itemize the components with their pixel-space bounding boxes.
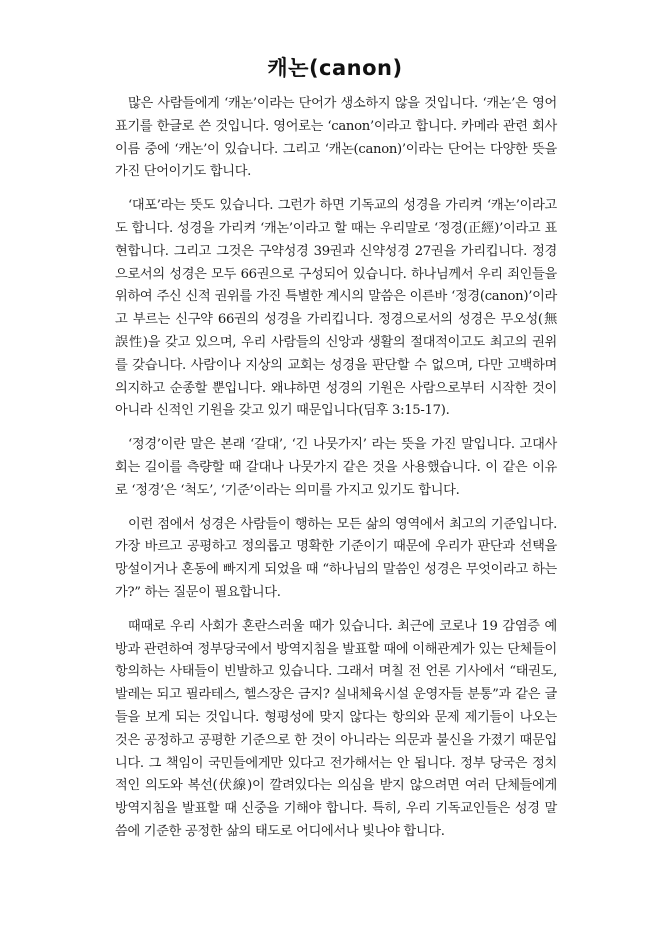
paragraph-5: 때때로 우리 사회가 혼란스러울 때가 있습니다. 최근에 코로나 19 감염증 예방과 관련하여 정부당국에서 방역지침을 발표할 때에 이해관계가 있는 단체들이 항의하는 사태들이 빈발하고 있습니다. 그래서 며칠 전 언론 기사에서 “태권도, 발레는 되고 필라테스, 헬스장은 금지? 실내체육시설 운영자들 분통”과 같은 글들을 보게 되는 것입니다. 형평성에 맞지 않다는 항의와 문제 제기들이 나오는 것은 공정하고 공평한 기준으로 한 것이 아니라는 의문과 불신을 가졌기 때문입니다. 그 책임이 국민들에게만 있다고 전가해서는 안 됩니다. 정부 당국은 정치적인 의도와 복선(伏線)이 깔려있다는 의심을 받지 않으려면 여러 단체들에게 방역지침을 발표할 때 신중을 기해야 합니다. 특히, 우리 기독교인들은 성경 말씀에 기준한 공정한 삶의 태도로 어디에서나 빛나야 합니다. (115, 618, 557, 839)
paragraph-1: 많은 사람들에게 ‘캐논’이라는 단어가 생소하지 않을 것입니다. ‘캐논’은 영어 표기를 한글로 쓴 것입니다. 영어로는 ‘canon’이라고 합니다. 카메라 관련 회사 이름 중에 ‘캐논’이 있습니다. 그리고 ‘캐논(canon)’이라는 단어는 다양한 뜻을 가진 단어이기도 합니다. (115, 96, 557, 180)
paragraph-4: 이런 점에서 성경은 사람들이 행하는 모든 삶의 영역에서 최고의 기준입니다. 가장 바르고 공평하고 정의롭고 명확한 기준이기 때문에 우리가 판단과 선택을 망설이거나 혼동에 빠지게 되었을 때 “하나님의 말씀인 성경은 무엇이라고 하는가?” 하는 질문이 필요합니다. (115, 516, 557, 600)
document-title: 캐논(canon) (267, 56, 403, 80)
paragraph-3: ‘정경’이란 말은 본래 ‘갈대’, ‘긴 나뭇가지’ 라는 뜻을 가진 말입니다. 고대사회는 길이를 측량할 때 갈대나 나뭇가지 같은 것을 사용했습니다. 이 같은 이유로 ‘정경’은 ‘척도’, ‘기준’이라는 의미를 가지고 있기도 합니다. (115, 437, 557, 498)
document-body (115, 93, 557, 855)
paragraph-2: ‘대포’라는 뜻도 있습니다. 그런가 하면 기독교의 성경을 가리켜 ‘캐논’이라고도 합니다. 성경을 가리켜 ‘캐논’이라고 할 때는 우리말로 ‘정경(正經)’이라고 표현합니다. 그리고 그것은 구약성경 39권과 신약성경 27권을 가리킵니다. 정경으로서의 성경은 모두 66권으로 구성되어 있습니다. 하나님께서 우리 죄인들을 위하여 주신 신적 권위를 가진 특별한 계시의 말씀은 이른바 ‘정경(canon)’이라고 부르는 신구약 66권의 성경을 가리킵니다. 정경으로서의 성경은 무오성(無誤性)을 갖고 있으며, 우리 사람들의 신앙과 생활의 절대적이고도 최고의 권위를 갖습니다. 사람이나 지상의 교회는 성경을 판단할 수 없으며, 다만 고백하며 의지하고 순종할 뿐입니다. 왜냐하면 성경의 기원은 사람으로부터 시작한 것이 아니라 신적인 기원을 갖고 있기 때문입니다(딤후 3:15-17). (115, 198, 557, 419)
